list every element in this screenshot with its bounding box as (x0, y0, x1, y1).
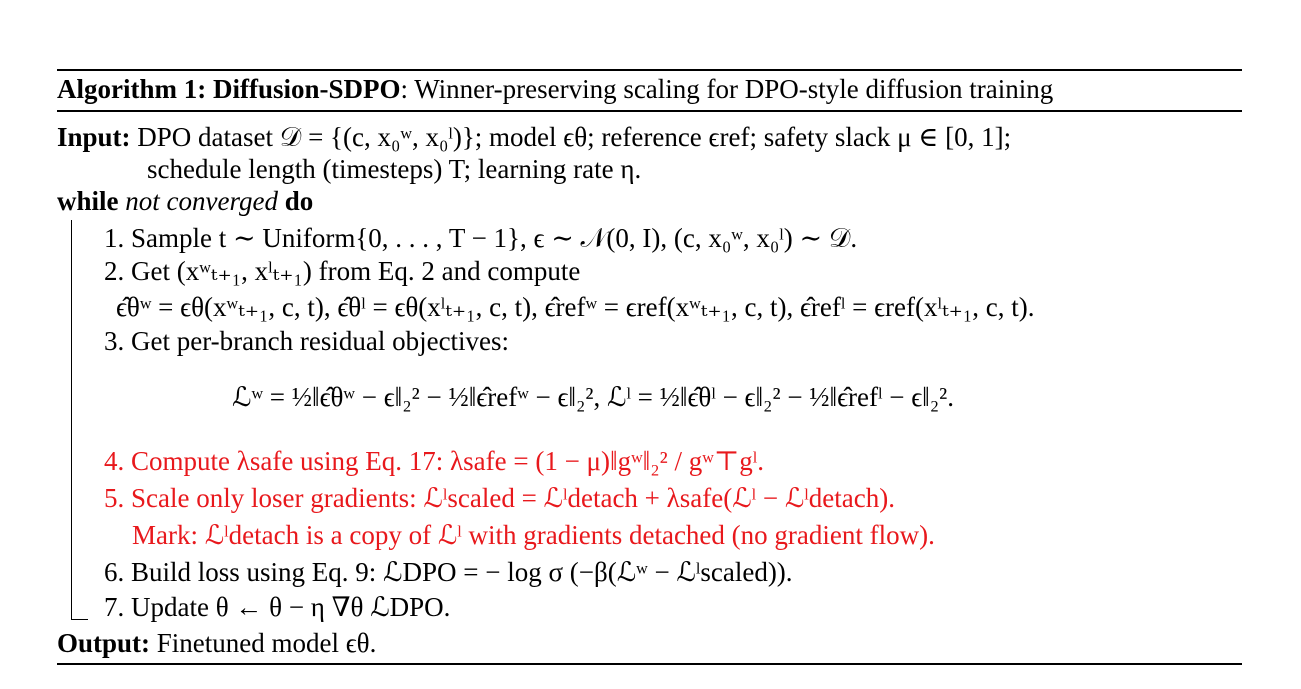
step-4: 4. Compute λsafe using Eq. 17: λsafe = (1 − μ)‖gʷ‖₂² / gʷ⊤gˡ. (104, 446, 764, 476)
input-label: Input: (57, 122, 131, 152)
bottom-rule (57, 663, 1242, 665)
caption-rule (57, 110, 1242, 112)
while-condition: not converged (125, 186, 278, 216)
caption-rest: : Winner-preserving scaling for DPO-style diffusion training (400, 74, 1054, 104)
step-5-note: Mark: ℒˡdetach is a copy of ℒˡ with gradients detached (no gradient flow). (132, 520, 935, 550)
while-line (57, 185, 313, 217)
step-7: 7. Update θ ← θ − η ∇θ ℒDPO. (104, 592, 451, 622)
input-text-1: DPO dataset 𝒟 = {(c, x₀ʷ, x₀ˡ)}; model ϵθ; reference ϵref; safety slack μ ∈ [0, 1]; (137, 122, 1012, 152)
caption-label: Algorithm 1: (57, 74, 207, 104)
output-text: Finetuned model ϵθ. (156, 628, 377, 658)
step-3-equation: ℒʷ = ½‖ϵ̂θʷ − ϵ‖₂² − ½‖ϵ̂refʷ − ϵ‖₂², ℒˡ = ½‖ϵ̂θˡ − ϵ‖₂² − ½‖ϵ̂refˡ − ϵ‖₂². (232, 382, 954, 412)
top-rule (57, 69, 1242, 71)
step-2: 2. Get (xʷₜ₊₁, xˡₜ₊₁) from Eq. 2 and compute (104, 256, 581, 286)
algorithm-caption (57, 73, 1053, 105)
input-line-2: schedule length (timesteps) T; learning rate η. (147, 154, 642, 184)
step-2-equations: ϵ̂θʷ = ϵθ(xʷₜ₊₁, c, t), ϵ̂θˡ = ϵθ(xˡₜ₊₁, c, t), ϵ̂refʷ = ϵref(xʷₜ₊₁, c, t), ϵ̂refˡ = ϵref(xˡₜ₊₁, c, t). (116, 292, 1035, 322)
input-line-1 (57, 121, 1011, 153)
while-block-bar (71, 220, 72, 620)
step-5: 5. Scale only loser gradients: ℒˡscaled = ℒˡdetach + λsafe(ℒˡ − ℒˡdetach). (104, 483, 895, 513)
step-6: 6. Build loss using Eq. 9: ℒDPO = − log σ (−β(ℒʷ − ℒˡscaled)). (104, 557, 793, 587)
do-keyword: do (284, 186, 314, 216)
caption-name: Diffusion-SDPO (212, 74, 401, 104)
output-label: Output: (57, 628, 151, 658)
output-line (57, 627, 376, 659)
while-keyword: while (57, 186, 119, 216)
step-3: 3. Get per-branch residual objectives: (104, 326, 510, 356)
while-block-end (71, 619, 88, 620)
step-1: 1. Sample t ∼ Uniform{0, . . . , T − 1}, ϵ ∼ 𝒩(0, I), (c, x₀ʷ, x₀ˡ) ∼ 𝒟. (104, 223, 858, 253)
